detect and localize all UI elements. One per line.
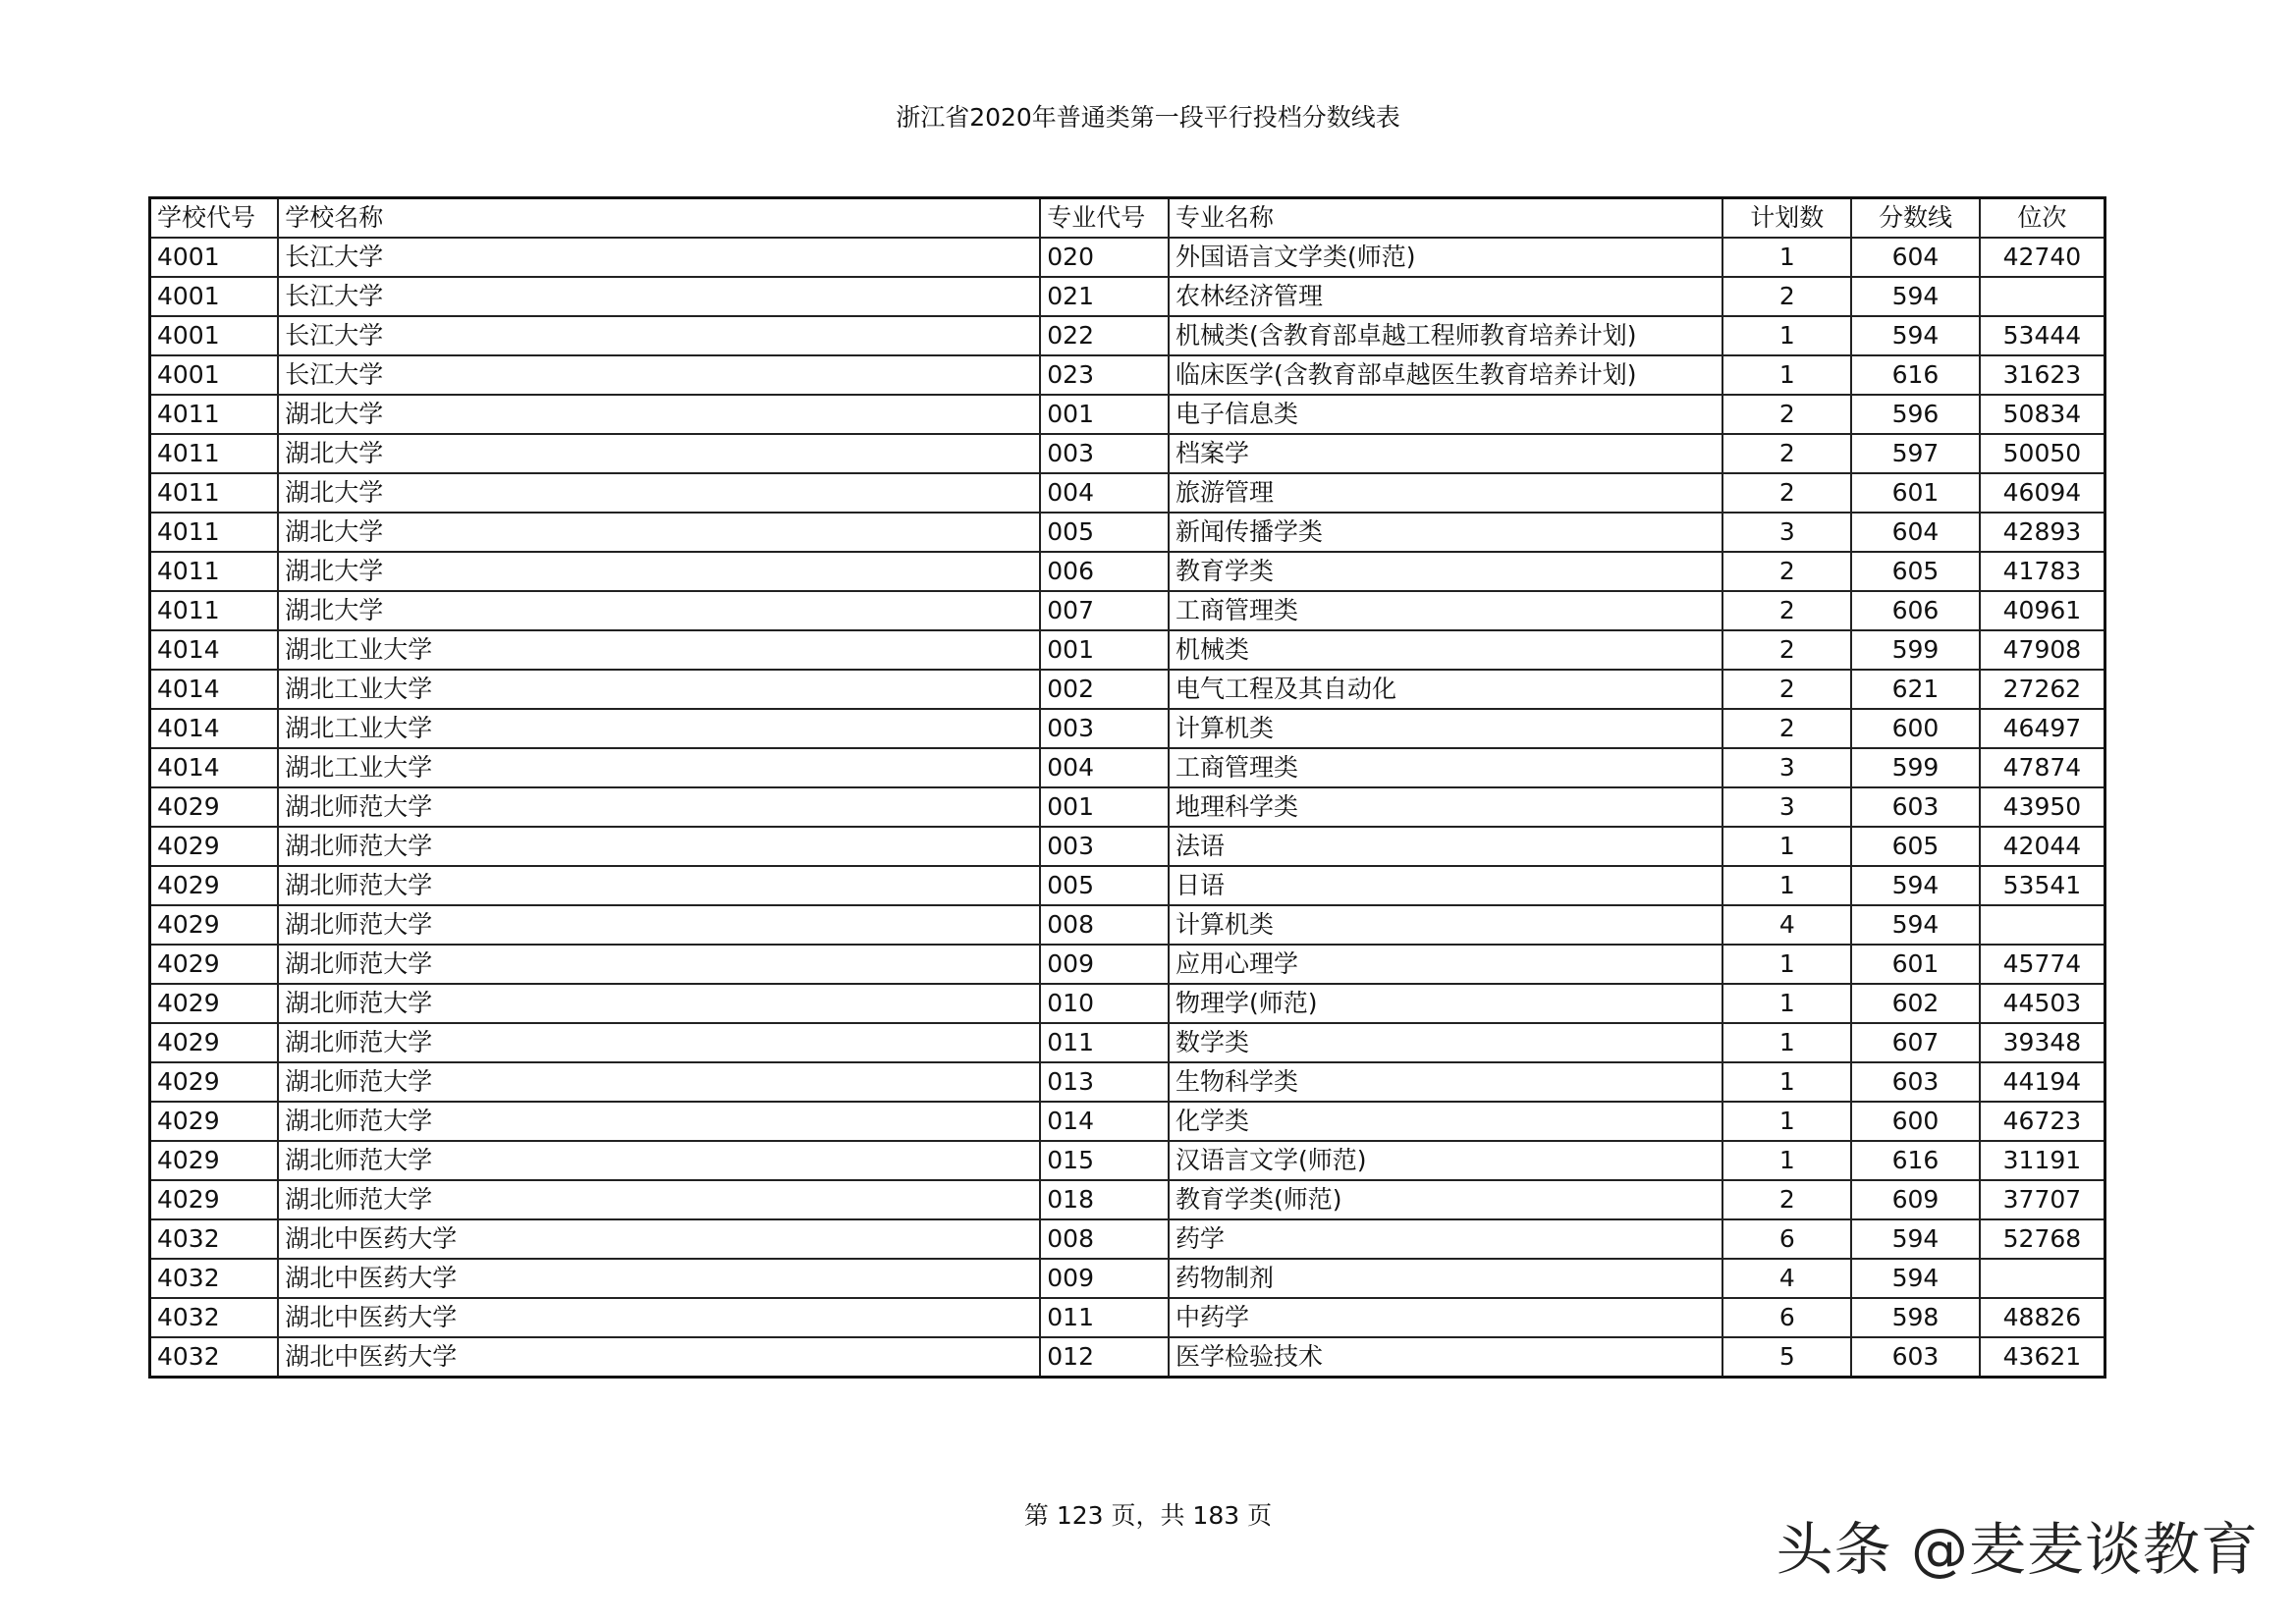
school-code-cell: 4029 xyxy=(150,984,279,1023)
major-code-cell: 001 xyxy=(1040,395,1169,434)
school-code-cell: 4001 xyxy=(150,277,279,316)
table-row xyxy=(150,827,2105,866)
score-line-cell: 600 xyxy=(1851,709,1980,748)
rank-cell: 41783 xyxy=(1980,552,2105,591)
major-code-cell: 001 xyxy=(1040,630,1169,670)
plan-count-cell: 2 xyxy=(1722,552,1851,591)
school-name-cell: 湖北师范大学 xyxy=(278,905,1040,945)
table-row xyxy=(150,316,2105,355)
major-name-cell: 工商管理类 xyxy=(1169,591,1722,630)
school-name-cell: 长江大学 xyxy=(278,316,1040,355)
plan-count-cell: 2 xyxy=(1722,670,1851,709)
school-name-cell: 湖北大学 xyxy=(278,395,1040,434)
school-name-cell: 湖北工业大学 xyxy=(278,670,1040,709)
school-name-cell: 湖北师范大学 xyxy=(278,945,1040,984)
major-name-cell: 新闻传播学类 xyxy=(1169,513,1722,552)
school-name-cell: 湖北工业大学 xyxy=(278,709,1040,748)
plan-count-cell: 2 xyxy=(1722,395,1851,434)
school-name-cell: 湖北大学 xyxy=(278,552,1040,591)
plan-count-cell: 6 xyxy=(1722,1298,1851,1337)
table-row xyxy=(150,1180,2105,1219)
score-line-cell: 596 xyxy=(1851,395,1980,434)
major-code-cell: 015 xyxy=(1040,1141,1169,1180)
major-name-cell: 电气工程及其自动化 xyxy=(1169,670,1722,709)
header-school-name: 学校名称 xyxy=(278,198,1040,239)
rank-cell: 53541 xyxy=(1980,866,2105,905)
school-name-cell: 湖北师范大学 xyxy=(278,1180,1040,1219)
major-code-cell: 013 xyxy=(1040,1062,1169,1102)
rank-cell: 44503 xyxy=(1980,984,2105,1023)
rank-cell: 27262 xyxy=(1980,670,2105,709)
major-name-cell: 工商管理类 xyxy=(1169,748,1722,787)
plan-count-cell: 2 xyxy=(1722,473,1851,513)
header-score-line: 分数线 xyxy=(1851,198,1980,239)
rank-cell: 45774 xyxy=(1980,945,2105,984)
score-line-cell: 597 xyxy=(1851,434,1980,473)
school-code-cell: 4029 xyxy=(150,905,279,945)
table-header-row xyxy=(150,198,2105,239)
rank-cell: 44194 xyxy=(1980,1062,2105,1102)
score-line-cell: 603 xyxy=(1851,1337,1980,1378)
table-row xyxy=(150,1259,2105,1298)
score-line-cell: 616 xyxy=(1851,1141,1980,1180)
plan-count-cell: 1 xyxy=(1722,1102,1851,1141)
major-code-cell: 003 xyxy=(1040,434,1169,473)
school-name-cell: 湖北师范大学 xyxy=(278,1102,1040,1141)
table-row xyxy=(150,1141,2105,1180)
major-code-cell: 003 xyxy=(1040,709,1169,748)
major-code-cell: 006 xyxy=(1040,552,1169,591)
major-code-cell: 021 xyxy=(1040,277,1169,316)
rank-cell: 46723 xyxy=(1980,1102,2105,1141)
school-code-cell: 4029 xyxy=(150,827,279,866)
score-line-cell: 609 xyxy=(1851,1180,1980,1219)
school-code-cell: 4011 xyxy=(150,434,279,473)
school-name-cell: 湖北工业大学 xyxy=(278,748,1040,787)
table-row xyxy=(150,238,2105,277)
school-code-cell: 4001 xyxy=(150,316,279,355)
plan-count-cell: 1 xyxy=(1722,355,1851,395)
table-row xyxy=(150,748,2105,787)
major-name-cell: 机械类(含教育部卓越工程师教育培养计划) xyxy=(1169,316,1722,355)
plan-count-cell: 2 xyxy=(1722,709,1851,748)
rank-cell: 47874 xyxy=(1980,748,2105,787)
school-code-cell: 4014 xyxy=(150,670,279,709)
table-row xyxy=(150,277,2105,316)
school-code-cell: 4029 xyxy=(150,866,279,905)
plan-count-cell: 6 xyxy=(1722,1219,1851,1259)
table-row xyxy=(150,787,2105,827)
school-name-cell: 湖北师范大学 xyxy=(278,827,1040,866)
rank-cell: 46094 xyxy=(1980,473,2105,513)
major-name-cell: 临床医学(含教育部卓越医生教育培养计划) xyxy=(1169,355,1722,395)
score-line-cell: 603 xyxy=(1851,787,1980,827)
table-row xyxy=(150,630,2105,670)
major-code-cell: 004 xyxy=(1040,473,1169,513)
major-code-cell: 012 xyxy=(1040,1337,1169,1378)
plan-count-cell: 1 xyxy=(1722,238,1851,277)
major-name-cell: 化学类 xyxy=(1169,1102,1722,1141)
school-code-cell: 4014 xyxy=(150,709,279,748)
rank-cell: 46497 xyxy=(1980,709,2105,748)
school-code-cell: 4011 xyxy=(150,473,279,513)
major-code-cell: 011 xyxy=(1040,1023,1169,1062)
major-name-cell: 医学检验技术 xyxy=(1169,1337,1722,1378)
plan-count-cell: 2 xyxy=(1722,434,1851,473)
rank-cell: 47908 xyxy=(1980,630,2105,670)
header-plan-count: 计划数 xyxy=(1722,198,1851,239)
plan-count-cell: 1 xyxy=(1722,866,1851,905)
major-name-cell: 计算机类 xyxy=(1169,709,1722,748)
school-code-cell: 4029 xyxy=(150,1102,279,1141)
watermark-logo: 头条 @麦麦谈教育 xyxy=(1776,1516,2259,1583)
major-name-cell: 物理学(师范) xyxy=(1169,984,1722,1023)
header-school-code: 学校代号 xyxy=(150,198,279,239)
school-code-cell: 4029 xyxy=(150,945,279,984)
score-line-cell: 605 xyxy=(1851,827,1980,866)
table-row xyxy=(150,1219,2105,1259)
school-code-cell: 4011 xyxy=(150,395,279,434)
major-name-cell: 药物制剂 xyxy=(1169,1259,1722,1298)
school-name-cell: 湖北师范大学 xyxy=(278,1141,1040,1180)
school-name-cell: 湖北大学 xyxy=(278,591,1040,630)
score-line-cell: 607 xyxy=(1851,1023,1980,1062)
header-rank: 位次 xyxy=(1980,198,2105,239)
score-line-cell: 599 xyxy=(1851,630,1980,670)
school-code-cell: 4029 xyxy=(150,1023,279,1062)
school-name-cell: 湖北中医药大学 xyxy=(278,1337,1040,1378)
major-code-cell: 004 xyxy=(1040,748,1169,787)
score-line-cell: 599 xyxy=(1851,748,1980,787)
rank-cell: 42044 xyxy=(1980,827,2105,866)
school-code-cell: 4014 xyxy=(150,630,279,670)
major-code-cell: 002 xyxy=(1040,670,1169,709)
rank-cell: 53444 xyxy=(1980,316,2105,355)
school-name-cell: 湖北大学 xyxy=(278,434,1040,473)
plan-count-cell: 3 xyxy=(1722,748,1851,787)
score-line-cell: 601 xyxy=(1851,473,1980,513)
plan-count-cell: 1 xyxy=(1722,316,1851,355)
school-code-cell: 4029 xyxy=(150,1180,279,1219)
rank-cell: 31191 xyxy=(1980,1141,2105,1180)
table-row xyxy=(150,1062,2105,1102)
major-code-cell: 011 xyxy=(1040,1298,1169,1337)
major-code-cell: 009 xyxy=(1040,1259,1169,1298)
school-name-cell: 湖北中医药大学 xyxy=(278,1259,1040,1298)
plan-count-cell: 2 xyxy=(1722,277,1851,316)
plan-count-cell: 1 xyxy=(1722,945,1851,984)
school-name-cell: 长江大学 xyxy=(278,277,1040,316)
table-row xyxy=(150,395,2105,434)
table-row xyxy=(150,355,2105,395)
table-row xyxy=(150,591,2105,630)
page-footer: 第 123 页，共 183 页 xyxy=(1023,1501,1273,1530)
score-line-cell: 594 xyxy=(1851,905,1980,945)
school-code-cell: 4001 xyxy=(150,238,279,277)
school-code-cell: 4029 xyxy=(150,787,279,827)
table-row xyxy=(150,866,2105,905)
table-row xyxy=(150,513,2105,552)
rank-cell xyxy=(1980,277,2105,316)
major-name-cell: 外国语言文学类(师范) xyxy=(1169,238,1722,277)
school-name-cell: 湖北师范大学 xyxy=(278,1023,1040,1062)
rank-cell xyxy=(1980,1259,2105,1298)
school-code-cell: 4001 xyxy=(150,355,279,395)
major-name-cell: 教育学类 xyxy=(1169,552,1722,591)
plan-count-cell: 3 xyxy=(1722,787,1851,827)
rank-cell xyxy=(1980,905,2105,945)
school-name-cell: 长江大学 xyxy=(278,355,1040,395)
plan-count-cell: 1 xyxy=(1722,827,1851,866)
table-row xyxy=(150,1337,2105,1378)
table-row xyxy=(150,945,2105,984)
score-line-cell: 606 xyxy=(1851,591,1980,630)
rank-cell: 48826 xyxy=(1980,1298,2105,1337)
major-code-cell: 005 xyxy=(1040,513,1169,552)
rank-cell: 50050 xyxy=(1980,434,2105,473)
major-name-cell: 汉语言文学(师范) xyxy=(1169,1141,1722,1180)
major-name-cell: 生物科学类 xyxy=(1169,1062,1722,1102)
plan-count-cell: 1 xyxy=(1722,1062,1851,1102)
plan-count-cell: 2 xyxy=(1722,591,1851,630)
major-name-cell: 旅游管理 xyxy=(1169,473,1722,513)
table-row xyxy=(150,709,2105,748)
school-code-cell: 4029 xyxy=(150,1062,279,1102)
header-major-code: 专业代号 xyxy=(1040,198,1169,239)
school-name-cell: 湖北师范大学 xyxy=(278,1062,1040,1102)
major-name-cell: 药学 xyxy=(1169,1219,1722,1259)
score-line-cell: 603 xyxy=(1851,1062,1980,1102)
school-name-cell: 湖北中医药大学 xyxy=(278,1298,1040,1337)
school-code-cell: 4032 xyxy=(150,1337,279,1378)
plan-count-cell: 4 xyxy=(1722,905,1851,945)
major-code-cell: 022 xyxy=(1040,316,1169,355)
major-code-cell: 023 xyxy=(1040,355,1169,395)
school-code-cell: 4032 xyxy=(150,1219,279,1259)
major-name-cell: 电子信息类 xyxy=(1169,395,1722,434)
score-table xyxy=(148,196,2106,1379)
major-code-cell: 008 xyxy=(1040,905,1169,945)
school-name-cell: 湖北师范大学 xyxy=(278,866,1040,905)
major-name-cell: 农林经济管理 xyxy=(1169,277,1722,316)
score-line-cell: 601 xyxy=(1851,945,1980,984)
school-code-cell: 4032 xyxy=(150,1298,279,1337)
table-row xyxy=(150,473,2105,513)
plan-count-cell: 2 xyxy=(1722,630,1851,670)
school-name-cell: 长江大学 xyxy=(278,238,1040,277)
school-code-cell: 4011 xyxy=(150,552,279,591)
major-name-cell: 数学类 xyxy=(1169,1023,1722,1062)
rank-cell: 43621 xyxy=(1980,1337,2105,1378)
score-line-cell: 594 xyxy=(1851,1219,1980,1259)
table-row xyxy=(150,984,2105,1023)
plan-count-cell: 2 xyxy=(1722,1180,1851,1219)
major-code-cell: 008 xyxy=(1040,1219,1169,1259)
rank-cell: 43950 xyxy=(1980,787,2105,827)
major-code-cell: 007 xyxy=(1040,591,1169,630)
school-name-cell: 湖北工业大学 xyxy=(278,630,1040,670)
plan-count-cell: 1 xyxy=(1722,984,1851,1023)
school-code-cell: 4014 xyxy=(150,748,279,787)
rank-cell: 39348 xyxy=(1980,1023,2105,1062)
plan-count-cell: 1 xyxy=(1722,1141,1851,1180)
table-row xyxy=(150,1298,2105,1337)
major-name-cell: 档案学 xyxy=(1169,434,1722,473)
school-name-cell: 湖北大学 xyxy=(278,473,1040,513)
school-name-cell: 湖北大学 xyxy=(278,513,1040,552)
score-line-cell: 621 xyxy=(1851,670,1980,709)
score-line-cell: 600 xyxy=(1851,1102,1980,1141)
plan-count-cell: 3 xyxy=(1722,513,1851,552)
table-row xyxy=(150,670,2105,709)
major-code-cell: 018 xyxy=(1040,1180,1169,1219)
school-name-cell: 湖北中医药大学 xyxy=(278,1219,1040,1259)
table-row xyxy=(150,1102,2105,1141)
score-line-cell: 604 xyxy=(1851,238,1980,277)
plan-count-cell: 4 xyxy=(1722,1259,1851,1298)
score-line-cell: 594 xyxy=(1851,1259,1980,1298)
rank-cell: 42893 xyxy=(1980,513,2105,552)
table-row xyxy=(150,434,2105,473)
school-name-cell: 湖北师范大学 xyxy=(278,787,1040,827)
major-code-cell: 001 xyxy=(1040,787,1169,827)
score-line-cell: 604 xyxy=(1851,513,1980,552)
score-line-cell: 602 xyxy=(1851,984,1980,1023)
school-code-cell: 4011 xyxy=(150,513,279,552)
document-title: 浙江省2020年普通类第一段平行投档分数线表 xyxy=(896,103,1400,132)
major-code-cell: 010 xyxy=(1040,984,1169,1023)
major-code-cell: 005 xyxy=(1040,866,1169,905)
school-code-cell: 4011 xyxy=(150,591,279,630)
school-code-cell: 4032 xyxy=(150,1259,279,1298)
major-name-cell: 计算机类 xyxy=(1169,905,1722,945)
score-line-cell: 616 xyxy=(1851,355,1980,395)
major-code-cell: 014 xyxy=(1040,1102,1169,1141)
major-name-cell: 法语 xyxy=(1169,827,1722,866)
rank-cell: 42740 xyxy=(1980,238,2105,277)
school-code-cell: 4029 xyxy=(150,1141,279,1180)
major-name-cell: 日语 xyxy=(1169,866,1722,905)
plan-count-cell: 5 xyxy=(1722,1337,1851,1378)
score-line-cell: 594 xyxy=(1851,866,1980,905)
major-name-cell: 机械类 xyxy=(1169,630,1722,670)
table-row xyxy=(150,905,2105,945)
major-name-cell: 应用心理学 xyxy=(1169,945,1722,984)
rank-cell: 37707 xyxy=(1980,1180,2105,1219)
major-code-cell: 009 xyxy=(1040,945,1169,984)
rank-cell: 31623 xyxy=(1980,355,2105,395)
plan-count-cell: 1 xyxy=(1722,1023,1851,1062)
table-row xyxy=(150,552,2105,591)
score-line-cell: 594 xyxy=(1851,277,1980,316)
score-line-cell: 598 xyxy=(1851,1298,1980,1337)
major-code-cell: 020 xyxy=(1040,238,1169,277)
school-name-cell: 湖北师范大学 xyxy=(278,984,1040,1023)
score-line-cell: 605 xyxy=(1851,552,1980,591)
rank-cell: 40961 xyxy=(1980,591,2105,630)
header-major-name: 专业名称 xyxy=(1169,198,1722,239)
major-name-cell: 教育学类(师范) xyxy=(1169,1180,1722,1219)
major-name-cell: 地理科学类 xyxy=(1169,787,1722,827)
table-row xyxy=(150,1023,2105,1062)
major-name-cell: 中药学 xyxy=(1169,1298,1722,1337)
rank-cell: 50834 xyxy=(1980,395,2105,434)
major-code-cell: 003 xyxy=(1040,827,1169,866)
score-line-cell: 594 xyxy=(1851,316,1980,355)
rank-cell: 52768 xyxy=(1980,1219,2105,1259)
